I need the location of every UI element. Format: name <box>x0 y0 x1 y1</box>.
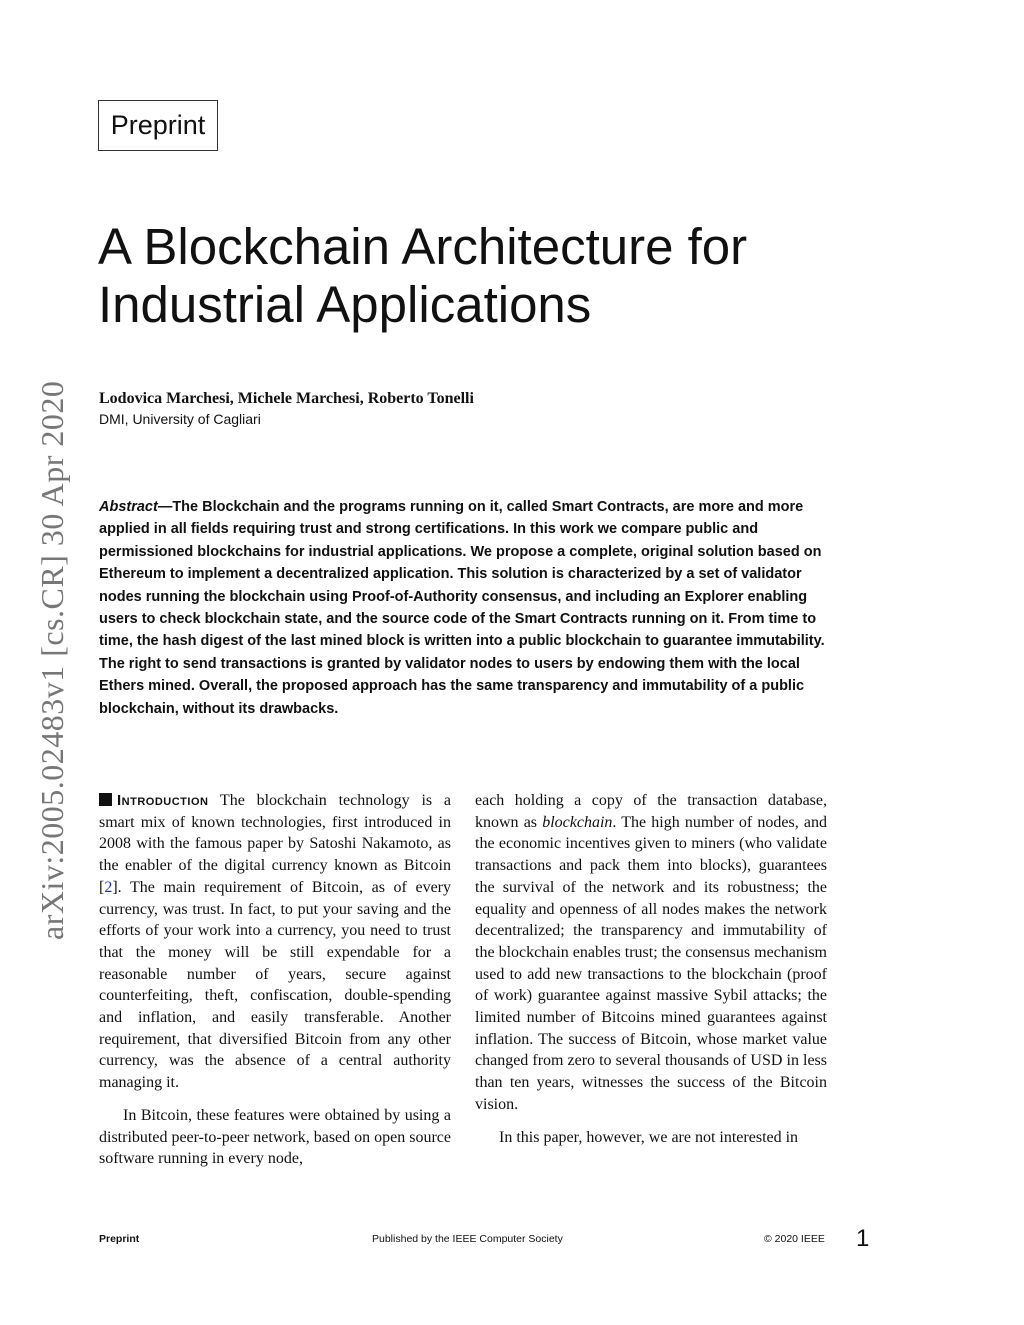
intro-paragraph-2: In Bitcoin, these features were obtained by using a distributed peer-to-peer network, based on open source software running in every node, <box>99 1106 451 1168</box>
page-number: 1 <box>856 1225 870 1252</box>
abstract-text: —The Blockchain and the programs running on it, called Smart Contracts, are more and more applied in all fields requiring trust and strong certifications. In this work we compare public and permissioned blockchains for industrial applications. We propose a complete, original solution based on Ethereum to implement a decentralized application. This solution is characterized by a set of validator nodes running the blockchain using Proof-of-Authority consensus, and including an Explorer enabling users to check blockchain state, and the source code of the Smart Contracts running on it. From time to time, the hash digest of the last mined block is written into a public blockchain to guarantee immutability. The right to send transactions is granted by validator nodes to users by endowing them with the local Ethers mined. Overall, the proposed approach has the same transparency and immutability of a public blockchain, without its drawbacks. <box>99 499 825 717</box>
p3-text-b: . The high number of nodes, and the economic incentives given to miners (who validate transactions and pack them into blocks), guarantees the survival of the network and its robustness; the equality and openness of all nodes makes the network decentralized; the transparency and immutability of the blockchain enables trust; the consensus mechanism used to add new transactions to the blockchain (proof of work) guarantee against massive Sybil attacks; the limited number of Bitcoins mined guarantees against inflation. The success of Bitcoin, whose market value changed from zero to several thousands of USD in less than ten years, witnesses the success of the Bitcoin vision. <box>475 813 827 1113</box>
body-column-right <box>475 790 827 1148</box>
authors: Lodovica Marchesi, Michele Marchesi, Roberto Tonelli <box>99 390 474 407</box>
paper-title <box>98 218 898 334</box>
intro-paragraph-2-continued <box>475 790 827 1116</box>
p3-text-a: each holding a copy of the transaction database, known as <box>475 792 827 831</box>
intro-p1-text-a: The blockchain technology is a smart mix of known technologies, first introduced in 2008 with the famous paper by Satoshi Nakamoto, as the enabler of the digital currency known as Bitcoin [ <box>99 792 451 896</box>
section-square-icon <box>99 793 112 806</box>
body-column-left <box>99 790 451 1170</box>
arxiv-side-stamp: arXiv:2005.02483v1 [cs.CR] 30 Apr 2020 <box>34 380 70 940</box>
p3-emphasis: blockchain <box>542 813 613 831</box>
title-line-1: A Blockchain Architecture for <box>98 218 748 275</box>
affiliation: DMI, University of Cagliari <box>99 411 261 427</box>
abstract-label: Abstract <box>99 499 158 515</box>
intro-p1-text-b: ]. The main requirement of Bitcoin, as of every currency, was trust. In fact, to put your saving and the efforts of your work into a currency, you need to trust that the money will be still expendable for a reasonable number of years, secure against counterfeiting, theft, confiscation, double-spending and inflation, and easily transferable. Another requirement, that diversified Bitcoin from any other currency, was the absence of a central authority managing it. <box>99 878 451 1092</box>
footer-copyright: © 2020 IEEE <box>764 1233 825 1245</box>
abstract <box>99 496 832 720</box>
preprint-box-label: Preprint <box>98 100 218 151</box>
footer-center: Published by the IEEE Computer Society <box>372 1233 563 1245</box>
section-heading-introduction: Introduction <box>117 792 209 809</box>
intro-paragraph-1 <box>99 790 451 1094</box>
title-line-2: Industrial Applications <box>98 276 592 333</box>
citation-link[interactable]: 2 <box>104 878 113 896</box>
intro-paragraph-3: In this paper, however, we are not interested in <box>499 1128 799 1146</box>
footer-left: Preprint <box>99 1233 140 1245</box>
